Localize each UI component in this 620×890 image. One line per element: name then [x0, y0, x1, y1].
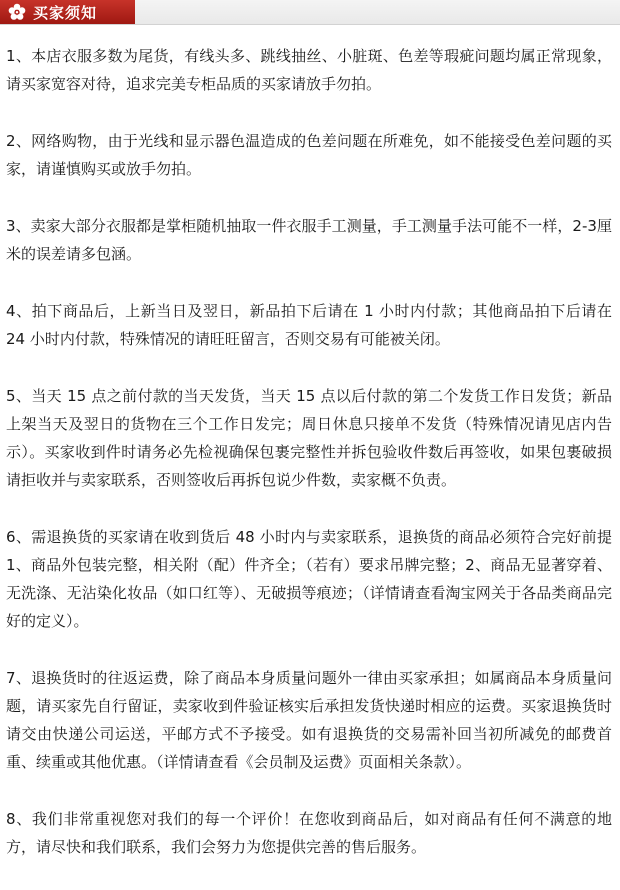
notice-content: [6, 42, 612, 890]
notice-item-3: 3、卖家大部分衣服都是掌柜随机抽取一件衣服手工测量，手工测量手法可能不一样，2-3厘米的误差请多包涵。: [6, 217, 612, 263]
notice-item-5: 5、当天 15 点之前付款的当天发货，当天 15 点以后付款的第二个发货工作日发货；新品上架当天及翌日的货物在三个工作日发完；周日休息只接单不发货（特殊情况请见店内告示）。买家收到件时请务必先检视确保包裹完整性并拆包验收件数后再签收，如果包裹破损请拒收并与卖家联系，否则签收后再拆包说少件数，卖家概不负责。: [6, 387, 612, 489]
section-header: [0, 0, 620, 25]
notice-item-6: 6、需退换货的买家请在收到货后 48 小时内与卖家联系，退换货的商品必须符合完好前提 1、商品外包装完整，相关附（配）件齐全；（若有）要求吊牌完整；2、商品无显著穿着、无洗涤、无沾染化妆品（如口红等）、无破损等痕迹；（详情请查看淘宝网关于各品类商品完好的定义）。: [6, 528, 612, 630]
notice-item-8: 8、我们非常重视您对我们的每一个评价！在您收到商品后，如对商品有任何不满意的地方，请尽快和我们联系，我们会努力为您提供完善的售后服务。: [6, 810, 612, 856]
notice-item-7: 7、退换货时的往返运费，除了商品本身质量问题外一律由买家承担；如属商品本身质量问题，请买家先自行留证，卖家收到件验证核实后承担发货快递时相应的运费。买家退换货时请交由快递公司运送，平邮方式不予接受。如有退换货的交易需补回当初所减免的邮费首重、续重或其他优惠。（详情请查看《会员制及运费》页面相关条款）。: [6, 669, 612, 771]
flower-icon: [6, 2, 28, 22]
section-title: 买家须知: [33, 3, 98, 22]
section-title-tab: [0, 0, 135, 24]
notice-item-4: 4、拍下商品后，上新当日及翌日，新品拍下后请在 1 小时内付款；其他商品拍下后请在 24 小时内付款，特殊情况的请旺旺留言，否则交易有可能被关闭。: [6, 302, 612, 348]
notice-item-1: 1、本店衣服多数为尾货，有线头多、跳线抽丝、小脏斑、色差等瑕疵问题均属正常现象，请买家宽容对待，追求完美专柜品质的买家请放手勿拍。: [6, 47, 612, 93]
notice-item-2: 2、网络购物，由于光线和显示器色温造成的色差问题在所难免，如不能接受色差问题的买家，请谨慎购买或放手勿拍。: [6, 132, 612, 178]
